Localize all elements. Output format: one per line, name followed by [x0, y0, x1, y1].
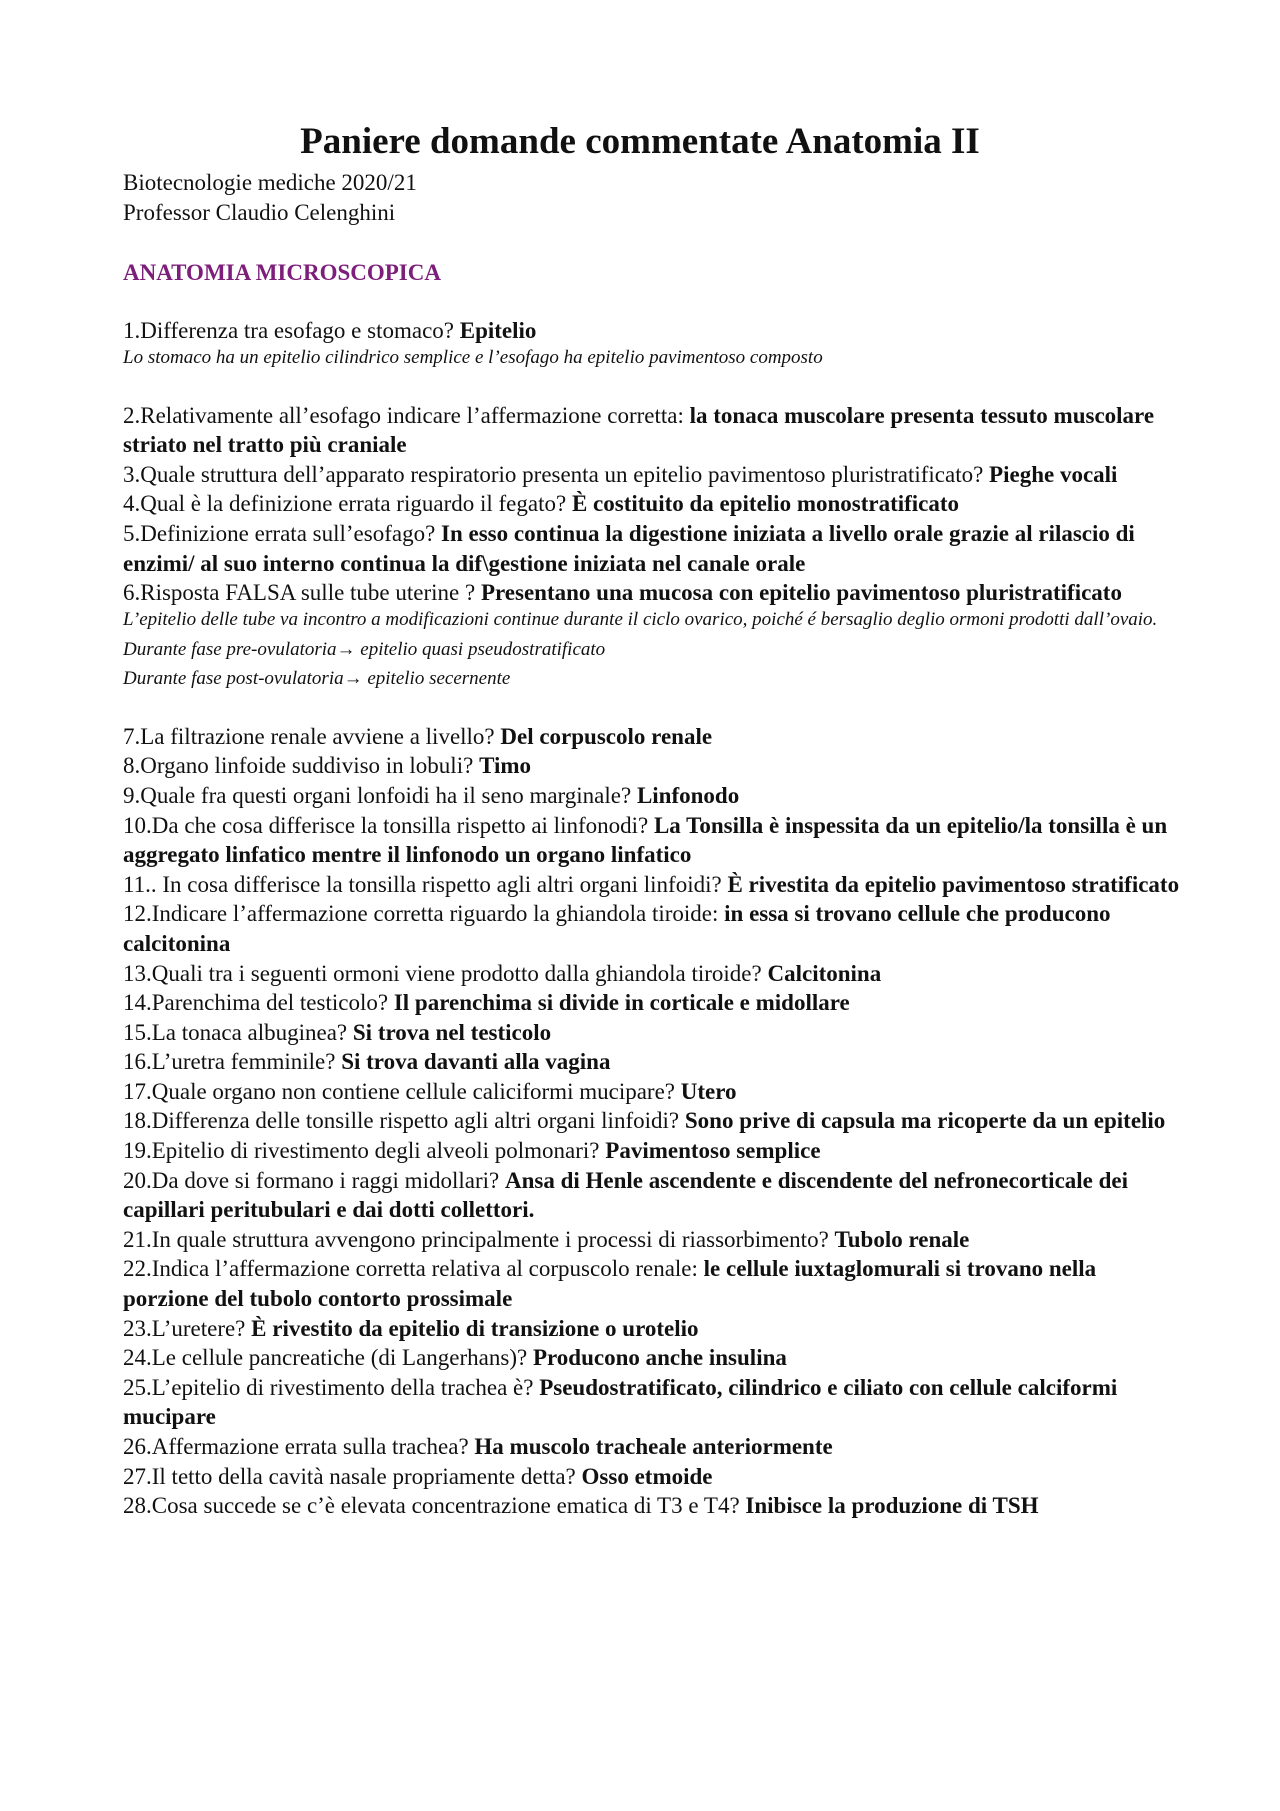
- question-text: 7.La filtrazione renale avviene a livello?: [123, 723, 501, 749]
- question-text: 5.Definizione errata sull’esofago?: [123, 520, 442, 546]
- question-text: 26.Affermazione errata sulla trachea?: [123, 1434, 475, 1459]
- answer-text: Inibisce la produzione di TSH: [745, 1493, 1039, 1519]
- question-text: 4.Qual è la definizione errata riguardo il fegato?: [123, 491, 572, 517]
- question-item: [123, 751, 1183, 781]
- answer-text: Utero: [680, 1078, 737, 1104]
- question-item: [123, 1136, 1183, 1166]
- answer-text: Linfonodo: [636, 782, 740, 808]
- question-item: [123, 870, 1183, 900]
- question-item: [123, 899, 1183, 958]
- answer-text: Sono prive di capsula ma ricoperte da un epitelio: [684, 1108, 1166, 1134]
- question-item: [123, 1462, 1183, 1492]
- question-text: 2.Relativamente all’esofago indicare l’affermazione corretta:: [123, 402, 690, 428]
- spacer: [123, 370, 1183, 401]
- question-item: [123, 316, 1183, 346]
- answer-text: Ansa di Henle ascendente e discendente del nefronecorticale dei capillari peritubulari e dai dotti collettori.: [123, 1167, 1129, 1223]
- question-text: 21.In quale struttura avvengono principalmente i processi di riassorbimento?: [123, 1226, 835, 1252]
- answer-text: la tonaca muscolare presenta tessuto muscolare striato nel tratto più craniale: [123, 402, 1155, 458]
- question-text: 12.Indicare l’affermazione corretta riguardo la ghiandola tiroide:: [123, 901, 725, 927]
- answer-text: Del corpuscolo renale: [500, 723, 713, 749]
- professor-name: Professor Claudio Celenghini: [123, 200, 396, 225]
- answer-text: Pseudostratificato, cilindrico e ciliato con cellule calciformi mucipare: [123, 1374, 1118, 1430]
- answer-text: È costituito da epitelio monostratificato: [571, 491, 960, 517]
- question-text: 6.Risposta FALSA sulle tube uterine ?: [123, 580, 481, 606]
- answer-text: Calcitonina: [767, 960, 882, 986]
- answer-text: Pieghe vocali: [989, 461, 1118, 487]
- question-item: [123, 578, 1183, 608]
- question-item: [123, 1018, 1183, 1048]
- question-text: 23.L’uretere?: [123, 1315, 252, 1341]
- answer-text: Ha muscolo tracheale anteriormente: [474, 1434, 833, 1459]
- question-text: 22.Indica l’affermazione corretta relativa al corpuscolo renale:: [123, 1256, 704, 1282]
- comment-note: Durante fase post-ovulatoria→ epitelio secernente: [123, 667, 511, 689]
- answer-text: Pavimentoso semplice: [605, 1138, 821, 1164]
- question-text: 24.Le cellule pancreatiche (di Langerhans)?: [123, 1345, 533, 1371]
- question-text: 25.L’epitelio di rivestimento della trachea è?: [123, 1374, 540, 1400]
- answer-text: La Tonsilla è inspessita da un epitelio/la tonsilla è un aggregato linfatico mentre il linfonodo un organo linfatico: [123, 812, 1168, 868]
- course-name: Biotecnologie mediche 2020/21: [123, 170, 417, 195]
- question-item: [123, 1077, 1183, 1107]
- question-item: [123, 722, 1183, 752]
- question-item: [123, 781, 1183, 811]
- answer-text: Producono anche insulina: [532, 1345, 787, 1371]
- question-text: 1.Differenza tra esofago e stomaco?: [123, 318, 460, 343]
- question-item: [123, 401, 1183, 460]
- question-text: 9.Quale fra questi organi lonfoidi ha il seno marginale?: [123, 782, 637, 808]
- question-item: [123, 811, 1183, 870]
- answer-text: Si trova davanti alla vagina: [341, 1049, 611, 1075]
- question-item: [123, 1106, 1183, 1136]
- question-text: 27.Il tetto della cavità nasale propriamente detta?: [123, 1463, 582, 1489]
- question-text: 8.Organo linfoide suddiviso in lobuli?: [123, 753, 480, 779]
- question-item: [123, 489, 1183, 519]
- question-item: [123, 1314, 1183, 1344]
- question-text: 17.Quale organo non contiene cellule caliciformi mucipare?: [123, 1078, 681, 1104]
- question-text: 18.Differenza delle tonsille rispetto agli altri organi linfoidi?: [123, 1108, 685, 1134]
- question-item: [123, 1166, 1183, 1225]
- question-text: 3.Quale struttura dell’apparato respiratorio presenta un epitelio pavimentoso pluristratificato?: [123, 461, 990, 487]
- answer-text: Timo: [479, 753, 532, 779]
- question-item: [123, 988, 1183, 1018]
- question-text: 10.Da che cosa differisce la tonsilla rispetto ai linfonodi?: [123, 812, 654, 838]
- question-item: [123, 460, 1183, 490]
- question-item: [123, 1343, 1183, 1373]
- document-meta: [123, 168, 417, 228]
- question-item: [123, 1254, 1183, 1313]
- question-item: [123, 1491, 1183, 1521]
- question-text: 19.Epitelio di rivestimento degli alveoli polmonari?: [123, 1138, 606, 1164]
- comment-note: Durante fase pre-ovulatoria→ epitelio quasi pseudostratificato: [123, 638, 606, 660]
- answer-text: Si trova nel testicolo: [352, 1019, 552, 1045]
- question-text: 15.La tonaca albuginea?: [123, 1019, 353, 1045]
- question-text: 13.Quali tra i seguenti ormoni viene prodotto dalla ghiandola tiroide?: [123, 960, 768, 986]
- comment-note: L’epitelio delle tube va incontro a modificazioni continue durante il ciclo ovarico, poiché é bersaglio deglio ormoni prodotti dall’ovaio.: [123, 608, 1158, 630]
- answer-text: Il parenchima si divide in corticale e midollare: [393, 990, 850, 1016]
- question-item: [123, 1047, 1183, 1077]
- document-title: Paniere domande commentate Anatomia II: [300, 121, 980, 162]
- answer-text: In esso continua la digestione iniziata a livello orale grazie al rilascio di enzimi/ al suo interno continua la dif\gestione iniziata nel canale orale: [123, 520, 1135, 576]
- question-text: 11.. In cosa differisce la tonsilla rispetto agli altri organi linfoidi?: [123, 871, 728, 897]
- answer-text: Epitelio: [459, 318, 537, 343]
- spacer: [123, 691, 1183, 722]
- question-item: [123, 519, 1183, 578]
- question-item: [123, 1373, 1183, 1432]
- answer-text: È rivestito da epitelio di transizione o urotelio: [251, 1315, 699, 1341]
- answer-text: È rivestita da epitelio pavimentoso stratificato: [727, 871, 1180, 897]
- question-text: 16.L’uretra femminile?: [123, 1049, 342, 1075]
- question-item: [123, 1432, 1183, 1462]
- answer-text: Tubolo renale: [834, 1226, 970, 1252]
- answer-text: in essa si trovano cellule che producono calcitonina: [123, 901, 1111, 956]
- question-text: 28.Cosa succede se c’è elevata concentrazione ematica di T3 e T4?: [123, 1493, 746, 1519]
- question-text: 14.Parenchima del testicolo?: [123, 990, 394, 1016]
- answer-text: le cellule iuxtaglomurali si trovano nella porzione del tubolo contorto prossimale: [123, 1256, 1097, 1312]
- comment-note: Lo stomaco ha un epitelio cilindrico semplice e l’esofago ha epitelio pavimentoso composto: [123, 346, 823, 368]
- question-item: [123, 959, 1183, 989]
- answer-text: Presentano una mucosa con epitelio pavimentoso pluristratificato: [480, 580, 1122, 606]
- answer-text: Osso etmoide: [581, 1463, 713, 1489]
- question-list: [123, 316, 1183, 1521]
- section-heading: ANATOMIA MICROSCOPICA: [123, 260, 441, 285]
- question-item: [123, 1225, 1183, 1255]
- question-text: 20.Da dove si formano i raggi midollari?: [123, 1167, 505, 1193]
